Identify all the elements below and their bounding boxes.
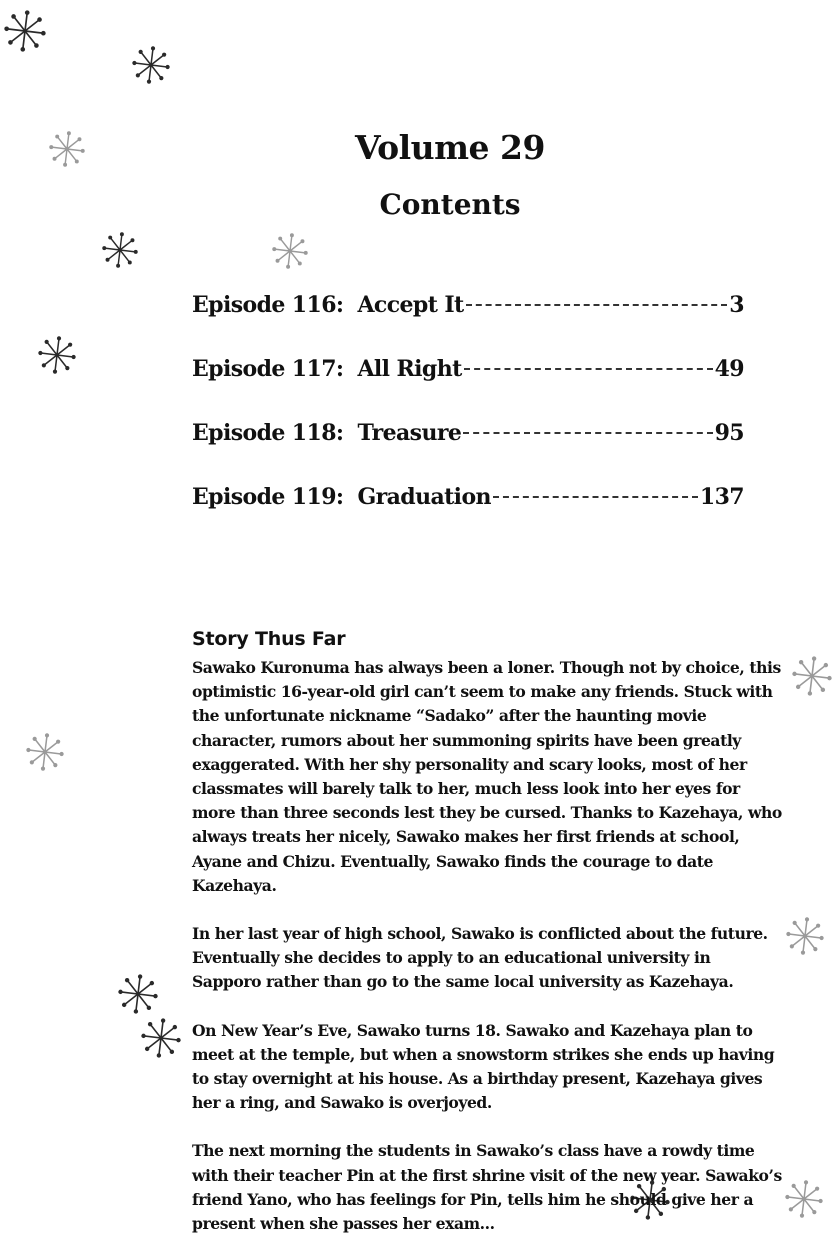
snowflake-icon	[26, 733, 64, 771]
episode-number: Episode 118:	[192, 420, 344, 446]
volume-title: Volume 29	[355, 128, 545, 167]
episode-title: Accept It	[357, 292, 464, 318]
episode-title: Treasure	[357, 420, 462, 446]
dot-leader	[466, 304, 728, 306]
snowflake-icon	[786, 917, 824, 955]
page-number: 49	[714, 356, 744, 382]
snowflake-icon	[38, 336, 76, 374]
page-number: 95	[714, 420, 744, 446]
story-paragraph: Sawako Kuronuma has always been a loner. Though not by choice, this optimistic 16-year-old girl can’t seem to make any friends. Stuck with the unfortunate nickname “Sadako” after the haunting movie character, rumors about her summoning spirits have been greatly exaggerated. With her shy personality and scary looks, most of her classmates will barely talk to her, much less look into her eyes for more than three seconds lest they be cursed. Thanks to Kazehaya, who always treats her nicely, Sawako makes her first friends at school, Ayane and Chizu. Eventually, Sawako finds the courage to date Kazehaya.	[192, 658, 782, 895]
contents-title: Contents	[379, 188, 521, 221]
episode-number: Episode 116:	[192, 292, 344, 318]
page-number: 137	[699, 484, 744, 510]
toc-entry	[192, 484, 744, 548]
dot-leader	[464, 368, 713, 370]
episode-number: Episode 117:	[192, 356, 344, 382]
snowflake-icon	[272, 233, 308, 269]
snowflake-icon	[102, 232, 138, 268]
dot-leader	[493, 496, 698, 498]
story-paragraph: On New Year’s Eve, Sawako turns 18. Sawako and Kazehaya plan to meet at the temple, but when a snowstorm strikes she ends up having to stay overnight at his house. As a birthday present, Kazehaya gives her a ring, and Sawako is overjoyed.	[192, 1020, 775, 1113]
table-of-contents	[192, 292, 744, 548]
snowflake-icon	[118, 974, 158, 1014]
story-paragraph: In her last year of high school, Sawako is conflicted about the future. Eventually she decides to apply to an educational university in Sapporo rather than go to the same local university as Kazehaya.	[192, 924, 768, 992]
snowflake-icon	[792, 656, 832, 696]
snowflake-icon	[4, 10, 46, 52]
episode-title: All Right	[357, 356, 462, 382]
dot-leader	[463, 432, 712, 434]
page-number: 3	[729, 292, 744, 318]
toc-entry	[192, 292, 744, 356]
toc-entry	[192, 420, 744, 484]
toc-entry	[192, 356, 744, 420]
snowflake-icon	[785, 1180, 823, 1218]
episode-title: Graduation	[357, 484, 491, 510]
snowflake-icon	[141, 1018, 181, 1058]
episode-number: Episode 119:	[192, 484, 344, 510]
snowflake-icon	[132, 46, 170, 84]
story-heading: Story Thus Far	[192, 628, 346, 650]
story-paragraph: The next morning the students in Sawako’s class have a rowdy time with their teacher Pin at the first shrine visit of the new year. Sawako’s friend Yano, who has feelings for Pin, tells him he should give her a present when she passes her exam...	[192, 1141, 782, 1234]
story-section	[192, 628, 782, 1260]
